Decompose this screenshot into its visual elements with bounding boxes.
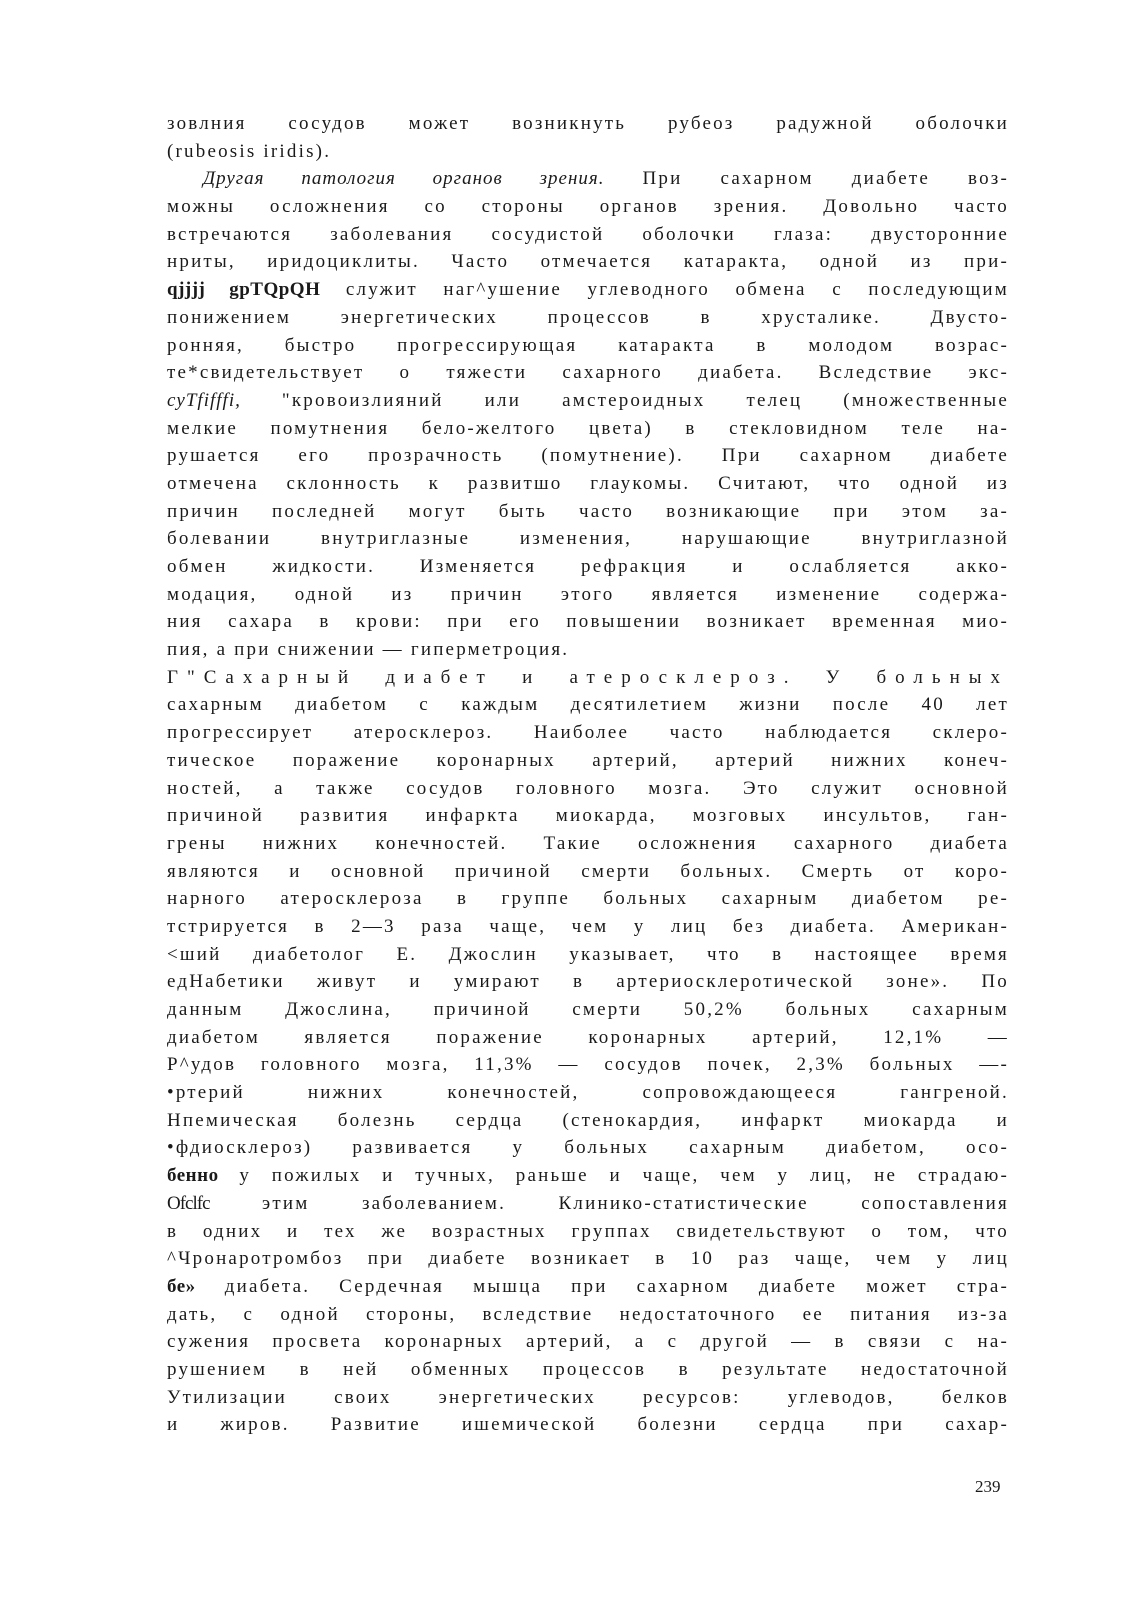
text-line: и жиров. Развитие ишемической болезни сердца при сахар- [167,1414,1009,1436]
text-line [167,165,1009,193]
text-fragment: При сахарном диабете воз- [642,168,1009,190]
text-line: (rubeosis iridis). [167,140,332,162]
text-line: ностей, а также сосудов головного мозга. Это служит основной [167,777,1009,799]
bold-fragment: qjjjj gpTQpQH [167,279,321,301]
text-line: Утилизации своих энергетических ресурсов: углеводов, белков [167,1386,1009,1408]
section-heading: Г"Сахарный диабет и атеросклероз. У больных [167,666,1009,688]
text-line [167,387,1009,415]
text-line: рушается его прозрачность (помутнение). При сахарном диабете [167,445,1009,467]
text-line: понижением энергетических процессов в хрусталике. Двусто- [167,306,1009,328]
text-line: •ртерий нижних конечностей, сопровождающееся гангреной. [167,1082,1009,1104]
text-line: те*свидетельствует о тяжести сахарного диабета. Вследствие экс- [167,362,1009,384]
text-line: нарного атеросклероза в группе больных сахарным диабетом ре- [167,888,1009,910]
text-fragment: диабета. Сердечная мышца при сахарном диабете может стра- [224,1275,1009,1297]
text-line: в одних и тех же возрастных группах свидетельствуют о том, что [167,1220,1009,1242]
text-line: сужения просвета коронарных артерий, а с другой — в связи с на- [167,1331,1009,1353]
text-line: ^Чронаротромбоз при диабете возникает в 10 раз чаще, чем у лиц [167,1248,1009,1270]
text-line: ронняя, быстро прогрессирующая катаракта в молодом возрас- [167,334,1009,356]
text-line: пия, а при снижении — гиперметроция. [167,639,570,661]
text-line: Р^удов головного мозга, 11,3% — сосудов почек, 2,3% больных —- [167,1054,1009,1076]
text-fragment: служит наг^ушение углеводного обмена с последующим [345,279,1009,301]
text-line: сахарным диабетом с каждым десятилетием жизни после 40 лет [167,694,1009,716]
text-line: болевании внутриглазные изменения, нарушающие внутриглазной [167,528,1009,550]
text-line: едНабетики живут и умирают в артериосклеротической зоне». По [167,971,1009,993]
text-line: отмечена склонность к развитшо глаукомы. Считают, что одной из [167,472,1009,494]
text-line [167,1162,1009,1190]
text-line: модация, одной из причин этого является изменение содержа- [167,583,1009,605]
text-line: обмен жидкости. Изменяется рефракция и ослабляется акко- [167,556,1009,577]
italic-fragment: cyTfifffi, [167,389,241,411]
text-line: можны осложнения со стороны органов зрения. Довольно часто [167,196,1009,218]
text-line [167,276,1009,304]
text-line: рушением в ней обменных процессов в результате недостаточной [167,1358,1009,1380]
text-line: тическое поражение коронарных артерий, артерий нижних конеч- [167,749,1009,771]
text-line: тстрируется в 2—3 раза чаще, чем у лиц без диабета. Американ- [167,915,1009,937]
text-line: нриты, иридоциклиты. Часто отмечается катаракта, одной из при- [167,251,1009,273]
text-line: •фдиосклероз) развивается у больных сахарным диабетом, осо- [167,1137,1009,1159]
text-line [167,1273,1009,1301]
italic-heading: Другая патология органов зрения. [203,168,605,190]
text-line: Нпемическая болезнь сердца (стенокардия, инфаркт миокарда и [167,1109,1009,1131]
text-line: являются и основной причиной смерти больных. Смерть от коро- [167,860,1009,882]
page-body [167,110,1009,1439]
text-line: мелкие помутнения бело-желтого цвета) в стекловидном теле на- [167,417,1009,439]
text-fragment: "кровоизлияний или амстероидных телец (множественные [281,389,1009,411]
text-line: прогрессирует атеросклероз. Наиболее часто наблюдается склеро- [167,722,1009,744]
text-fragment: у пожилых и тучных, раньше и чаще, чем у лиц, не страдаю- [239,1165,1009,1187]
text-line: встречаются заболевания сосудистой оболочки глаза: двусторонние [167,223,1009,245]
bold-fragment: бенно [167,1165,219,1187]
bold-fragment: бе» [167,1275,196,1297]
text-line: диабетом является поражение коронарных артерий, 12,1% — [167,1026,1009,1048]
text-line: <ший диабетолог Е. Джослин указывает, что в настоящее время [167,943,1009,965]
text-line [167,1190,1009,1218]
text-line: причиной развития инфаркта миокарда, мозговых инсультов, ган- [167,805,1009,827]
page-number: 239 [975,1477,1001,1496]
text-line: зовлния сосудов может возникнуть рубеоз радужной оболочки [167,113,1009,134]
text-fragment: этим заболеванием. Клинико-статистические сопоставления [262,1192,1009,1214]
text-line: причин последней могут быть часто возникающие при этом за- [167,500,1009,522]
text-line: данным Джослина, причиной смерти 50,2% больных сахарным [167,999,1009,1020]
text-line: ния сахара в крови: при его повышении возникает временная мио- [167,611,1009,633]
text-line: дать, с одной стороны, вследствие недостаточного ее питания из-за [167,1303,1009,1325]
text-fragment: Ofclfc [167,1192,210,1214]
text-line: грены нижних конечностей. Такие осложнения сахарного диабета [167,832,1009,854]
